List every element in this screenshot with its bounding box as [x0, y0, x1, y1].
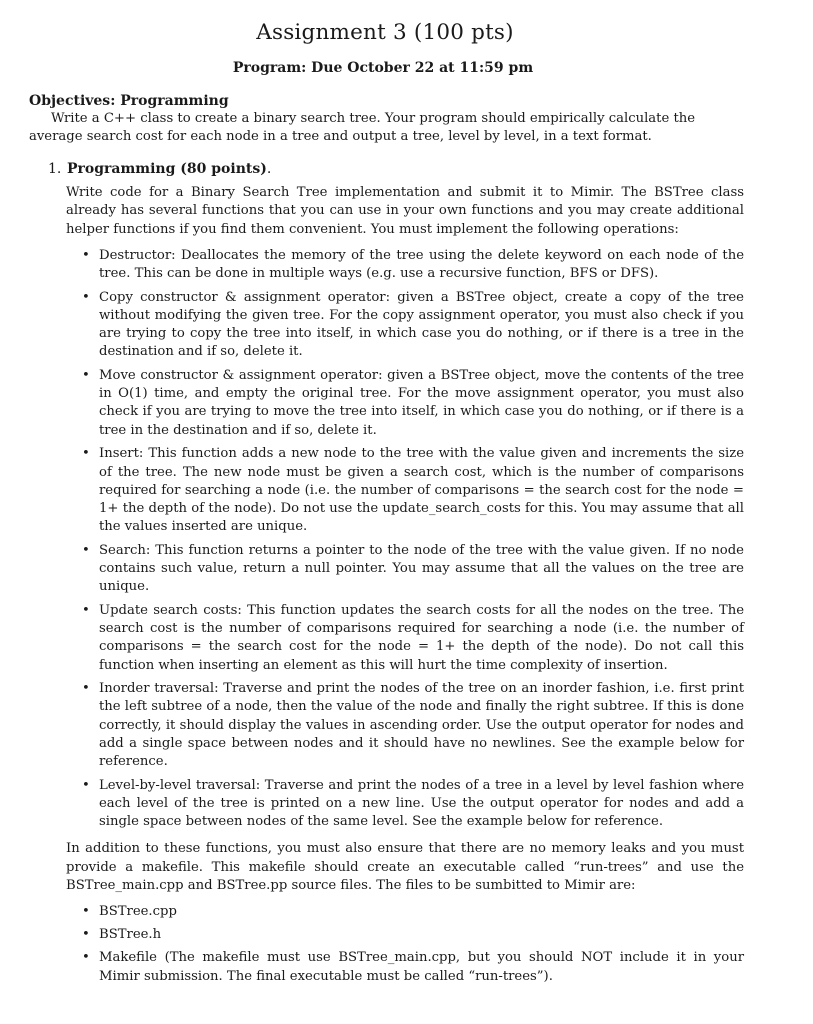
- bullet-icon: •: [82, 446, 90, 462]
- operation-text: Destructor: Deallocates the memory of the tree using the delete keyword on each node of the tree. This can be done in multiple ways (e.g. use a recursive function, BFS or DFS).: [99, 247, 744, 282]
- list-item-file: [80, 903, 744, 921]
- bullet-icon: •: [82, 950, 90, 966]
- operation-text: Search: This function returns a pointer to the node of the tree with the value given. If no node contains such value, return a null pointer. You may assume that all the values on the tree are unique.: [99, 542, 744, 595]
- objectives-text: Write a C++ class to create a binary search tree. Your program should empirically calculate the average search cost for each node in a tree and output a tree, level by level, in a text format.: [29, 111, 696, 144]
- page-title: Assignment 3 (100 pts): [256, 20, 514, 45]
- list-item-insert: [80, 445, 744, 536]
- bullet-icon: •: [82, 368, 90, 384]
- file-name: Makefile (The makefile must use BSTree_main.cpp, but you should NOT include it in your Mimir submission. The final executable must be called “run-trees”).: [99, 950, 744, 984]
- section-number: 1.: [48, 161, 62, 177]
- operation-text: Move constructor & assignment operator: given a BSTree object, move the contents of the tree in O(1) time, and empty the original tree. For the move assignment operator, you must also check if you are trying to move the tree into itself, in which case you do nothing, or if there is a tree in the destination and if so, delete it.: [99, 368, 744, 438]
- list-item-update-costs: [80, 602, 744, 675]
- section-heading: [48, 160, 748, 178]
- list-item-file: [80, 926, 744, 944]
- bullet-icon: •: [82, 602, 90, 618]
- section-title: Programming (80 points): [67, 161, 267, 177]
- section-intro: Write code for a Binary Search Tree implementation and submit it to Mimir. The BSTree class already has several functions that you can use in your own functions and you may create additional helper functions if you find them convenient. You must implement the following operations:: [66, 185, 744, 237]
- operation-text: Inorder traversal: Traverse and print the nodes of the tree on an inorder fashion, i.e. first print the left subtree of a node, then the value of the node and finally the right subtree. If this is done correctly, it should display the values in ascending order. Use the output operator for nodes and add a single space between nodes and it should have no newlines. See the example below for reference.: [99, 681, 744, 770]
- operation-text: Insert: This function adds a new node to the tree with the value given and increments the size of the tree. The new node must be given a search cost, which is the number of comparisons required for searching a node (i.e. the number of comparisons = the search cost for the node = 1+ the depth of the node). Do not use the update_search_costs for this. You may assume that all the values inserted are unique.: [99, 446, 744, 535]
- objectives-block: [29, 92, 749, 146]
- file-name: BSTree.cpp: [99, 904, 177, 920]
- due-date-subtitle: Program: Due October 22 at 11:59 pm: [232, 60, 534, 76]
- operation-text: Level-by-level traversal: Traverse and print the nodes of a tree in a level by level fashion where each level of the tree is printed on a new line. Use the output operator for nodes and add a single space between nodes of the same level. See the example below for reference.: [99, 777, 744, 830]
- bullet-icon: •: [82, 927, 90, 943]
- bullet-icon: •: [82, 247, 90, 263]
- section-programming: [48, 160, 748, 991]
- bullet-icon: •: [82, 681, 90, 697]
- section-closing: In addition to these functions, you must also ensure that there are no memory leaks and you must provide a makefile. This makefile should create an executable called “run-trees” and use the BSTree_main.cpp and BSTree.pp source files. The files to be sumbitted to Mimir are:: [66, 841, 744, 893]
- list-item-search: [80, 542, 744, 597]
- bullet-icon: •: [82, 777, 90, 793]
- list-item-inorder: [80, 680, 744, 771]
- operations-list: [80, 247, 744, 832]
- bullet-icon: •: [82, 289, 90, 305]
- bullet-icon: •: [82, 542, 90, 558]
- objectives-heading: Objectives: Programming: [29, 93, 229, 109]
- section-title-period: .: [266, 161, 272, 177]
- list-item-level-order: [80, 777, 744, 832]
- files-list: [80, 903, 744, 986]
- operation-text: Copy constructor & assignment operator: given a BSTree object, create a copy of the tree without modifying the given tree. For the copy assignment operator, you must also check if you are trying to copy the tree into itself, in which case you do nothing, or if there is a tree in the destination and if so, delete it.: [99, 289, 744, 360]
- list-item-copy: [80, 289, 744, 362]
- list-item-file: [80, 949, 744, 985]
- bullet-icon: •: [82, 904, 90, 920]
- list-item-destructor: [80, 247, 744, 283]
- operation-text: Update search costs: This function updates the search costs for all the nodes on the tree. The search cost is the number of comparisons required for searching a node (i.e. the number of comparisons = the search cost for the node = 1+ the depth of the node). Do not call this function when inserting an element as this will hurt the time complexity of insertion.: [99, 602, 744, 673]
- list-item-move: [80, 367, 744, 440]
- file-name: BSTree.h: [99, 927, 162, 943]
